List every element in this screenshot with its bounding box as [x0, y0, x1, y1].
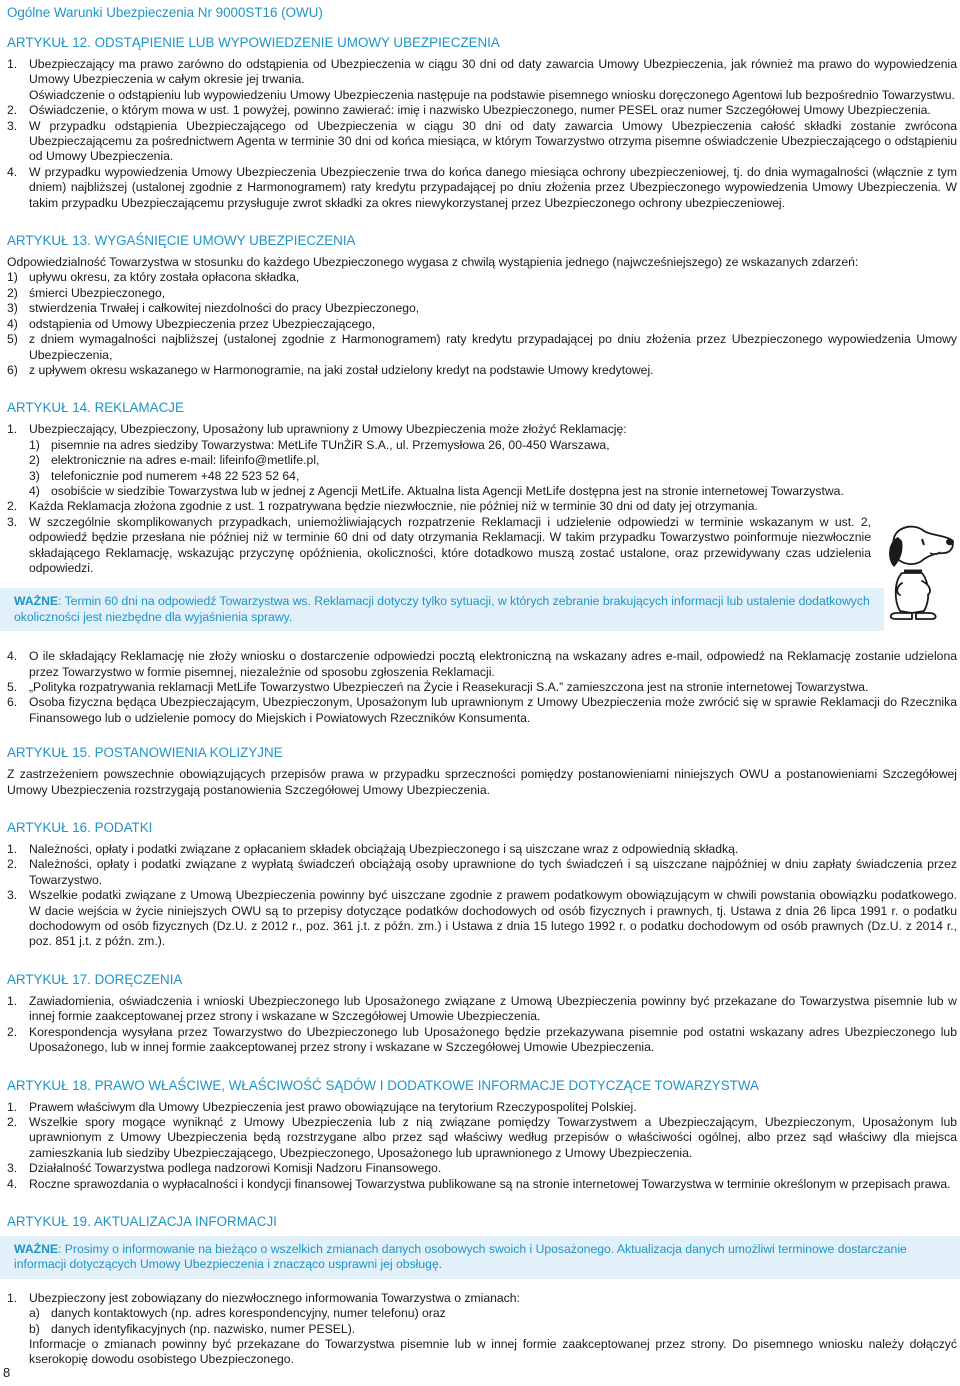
list-number: 3)	[29, 468, 40, 483]
important-note	[0, 1236, 960, 1279]
list-number: 3)	[7, 301, 18, 316]
sublist	[7, 438, 957, 500]
list-text: Ubezpieczający ma prawo zarówno do odstąpienia od Ubezpieczenia w ciągu 30 dni od daty zawarcia Umowy Ubezpieczenia, jak również ma prawo do wypowiedzenia Umowy Ubezpieczenia w całym okresie jej trwania.	[29, 57, 957, 87]
list-text: elektronicznie na adres e-mail: lifeinfo@metlife.pl,	[51, 453, 320, 468]
important-label: WAŻNE	[14, 1241, 59, 1256]
list-item	[29, 453, 957, 468]
list-number: 1.	[7, 57, 18, 71]
list-item	[29, 1306, 957, 1321]
list-text: Każda Reklamacja złożona zgodnie z ust. 1 rozpatrywana będzie niezwłocznie, nie później niż w terminie 30 dni od daty jej otrzymania.	[29, 499, 758, 514]
list-number: 2.	[7, 103, 18, 118]
list-number: 3.	[7, 888, 18, 903]
list-text: danych identyfikacyjnych (np. nazwisko, numer PESEL).	[51, 1321, 356, 1336]
list-text: Ubezpieczony jest zobowiązany do niezwłocznego informowania Towarzystwa o zmianach:	[29, 1290, 520, 1305]
list-text: Zawiadomienia, oświadczenia i wnioski Ubezpieczonego lub Uposażonego związane z Umową Ubezpieczenia powinny być przekazane do Towarzystwa pisemnie lub w innej formie zaakceptowanej przez strony i wskazane w Szczegółowej Umowie Ubezpieczenia.	[29, 993, 957, 1024]
document-body	[7, 4, 957, 1368]
list-text: Oświadczenie, o którym mowa w ust. 1 powyżej, powinno zawierać: imię i nazwisko Ubezpieczonego, numer PESEL oraz numer Szczegółowej Umowy Ubezpieczenia.	[29, 103, 931, 118]
list-number: b)	[29, 1321, 40, 1336]
list-text: pisemnie na adres siedziby Towarzystwa: MetLife TUnŻiR S.A., ul. Przemysłowa 26, 00-450 Warszawa,	[51, 437, 610, 452]
list-text: Należności, opłaty i podatki związane z opłacaniem składek obciążają Ubezpieczonego i są uiszczane wraz z odpowiednią składką.	[29, 842, 739, 857]
section-article-14	[7, 399, 957, 726]
list-item	[7, 363, 957, 378]
list-text: osobiście w siedzibie Towarzystwa lub w jednej z Agencji MetLife. Aktualna lista Agencji MetLife dostępna jest na stronie internetowej Towarzystwa.	[51, 483, 844, 498]
list-number: 4)	[7, 316, 18, 331]
list-text: Ubezpieczający, Ubezpieczony, Uposażony lub uprawniony z Umowy Ubezpieczenia może złożyć Reklamację:	[29, 422, 627, 437]
list-number: 1)	[7, 270, 18, 285]
list-text: telefonicznie pod numerem +48 22 523 52 64,	[51, 468, 300, 483]
list-number: 5)	[7, 332, 18, 347]
page-number: 8	[3, 1364, 11, 1380]
list-item	[7, 270, 957, 285]
list-item	[7, 1161, 957, 1176]
list-item	[7, 888, 957, 950]
list-text: O ile składający Reklamację nie złoży wniosku o dostarczenie odpowiedzi pocztą elektroniczną na wskazany adres e-mail, odpowiedź na Reklamację zostanie udzielona przez Towarzystwo w formie pisemnej, niezależnie od sposobu zgłoszenia Reklamacji.	[29, 649, 957, 679]
article-19-heading: ARTYKUŁ 19. AKTUALIZACJA INFORMACJI	[7, 1213, 277, 1229]
list-text: z upływem okresu wskazanego w Harmonogramie, na jaki został udzielony kredyt na podstawie Umowy kredytowej.	[29, 362, 654, 377]
list-text: Wszelkie spory mogące wyniknąć z Umowy Ubezpieczenia lub z nią związane pomiędzy Towarzystwem a Ubezpieczającym, Ubezpieczonym, Uposażonym lub uprawnionym z Umowy Ubezpieczenia będą rozstrzygane albo przez sąd właściwy według przepisów o właściwości ogólnej, albo przez sąd właściwy dla miejsca zamieszkania lub siedziby Ubezpieczającego, Ubezpieczonego, Uposażonego lub uprawnionego z Umowy Ubezpieczenia.	[29, 1114, 957, 1160]
list-item	[7, 301, 957, 316]
list-item	[29, 438, 957, 453]
section-article-12	[7, 34, 957, 211]
list-number: 2)	[7, 285, 18, 300]
list-number: 4.	[7, 649, 18, 664]
article-13-intro: Odpowiedzialność Towarzystwa w stosunku do każdego Ubezpieczonego wygasa z chwilą wystąpienia jednego (najwcześniejszego) ze wskazanych zdarzeń:	[7, 255, 859, 270]
list-number	[7, 88, 29, 103]
list-text: Korespondencja wysyłana przez Towarzystwo do Ubezpieczonego lub Uposażonego będzie przekazywana pisemnie pod ostatni wskazany adres Ubezpieczonego lub Uposażonego, lub w innej formie zaakceptowanej przez strony i wskazane w Szczegółowej Umowie Ubezpieczenia.	[29, 1024, 957, 1055]
list-item	[7, 57, 957, 88]
list-text: W szczególnie skomplikowanych przypadkach, uniemożliwiających rozpatrzenie Reklamacji i udzielenie odpowiedzi w terminie wskazanym w ust. 2, odpowiedź będzie przesłana nie później niż w terminie 60 dni od daty otrzymania Reklamacji. W takim przypadku Towarzystwo poinformuje niezwłocznie składającego Reklamację, wskazując przyczynę opóźnienia, okoliczności, które dotadkowo muszą zostać ustalone, oraz przewidywany czas udzielenia odpowiedzi.	[29, 514, 871, 575]
article-17-heading: ARTYKUŁ 17. DORĘCZENIA	[7, 971, 183, 987]
document-title: Ogólne Warunki Ubezpieczenia Nr 9000ST16 (OWU)	[7, 5, 323, 20]
list-number: 2.	[7, 857, 18, 872]
list-number: 6)	[7, 362, 18, 377]
list-text: Wszelkie podatki związane z Umową Ubezpieczenia powinny być uiszczane zgodnie z prawem podatkowym obowiązującym w chwili powstania obowiązku podatkowego. W dacie wejścia w życie niniejszych OWU są to przepisy dotyczące podatków dochodowych od osób fizycznych i prawnych, tj. Ustawa z dnia 26 lipca 1991 r. o podatku dochodowym od osób fizycznych (Dz.U. z 2012 r., poz. 361 j.t. z późn. zm.) i Ustawa z dnia 15 lutego 1992 r. o podatku dochodowym od osób prawnych (Dz.U. z 2014 r., poz. 851 j.t. z późn. zm.).	[29, 888, 957, 949]
list-text: z dniem wymagalności najbliższej (ustalonej zgodnie z Harmonogramem) raty kredytu przypadającej po dniu złożenia przez Ubezpieczonego wypowiedzenia Umowy Ubezpieczenia,	[29, 332, 957, 362]
list-number: 2.	[7, 499, 18, 514]
section-article-18	[7, 1077, 957, 1192]
list-number: 1.	[7, 993, 18, 1008]
list-item	[7, 695, 957, 726]
list-item	[7, 499, 957, 514]
list-text: danych kontaktowych (np. adres korespondencyjny, numer telefonu) oraz	[51, 1306, 446, 1321]
list-number: 3.	[7, 118, 18, 133]
list-text: Należności, opłaty i podatki związane z wypłatą świadczeń obciążają osoby uprawnione do tych świadczeń i są uiszczane najpóźniej w dniu zapłaty świadczenia przez Towarzystwo.	[29, 857, 957, 887]
article-15-text: Z zastrzeżeniem powszechnie obowiązujących przepisów prawa w przypadku sprzeczności pomiędzy postanowieniami niniejszych OWU a postanowieniami Szczegółowej Umowy Ubezpieczenia rozstrzygają postanowienia Szczegółowej Umowy Ubezpieczenia.	[7, 767, 957, 797]
list-item	[7, 1025, 957, 1056]
list-item	[7, 1177, 957, 1192]
list-text: „Polityka rozpatrywania reklamacji MetLife Towarzystwo Ubezpieczeń na Życie i Reasekuracji S.A.” zamieszczona jest na stronie internetowej Towarzystwa.	[29, 680, 869, 694]
list-number: 2.	[7, 1024, 18, 1039]
list-item	[7, 317, 957, 332]
section-article-17	[7, 971, 957, 1056]
list-item	[29, 1322, 957, 1337]
list-number: 1.	[7, 842, 18, 857]
list-item	[7, 88, 957, 103]
list-text: Działalność Towarzystwa podlega nadzorowi Komisji Nadzoru Finansowego.	[29, 1161, 442, 1176]
list-number: 4)	[29, 483, 40, 498]
snoopy-illustration	[872, 515, 956, 623]
list-item	[7, 842, 957, 857]
important-label: WAŻNE	[14, 594, 59, 609]
list-number: 2.	[7, 1114, 18, 1129]
list-item	[7, 119, 957, 165]
list-text: śmierci Ubezpieczonego,	[29, 285, 166, 300]
list-item	[7, 1291, 957, 1306]
list-item	[7, 332, 957, 363]
list-number: 4.	[7, 164, 18, 179]
list-number: 1.	[7, 1290, 18, 1305]
list-number: 2)	[29, 453, 40, 468]
article-19-closing: Informacje o zmianach powinny być przekazane do Towarzystwa pisemnie lub w innej formie zaakceptowanej przez strony. Do pisemnego wniosku należy dołączyć kserokopię dowodu osobistego Ubezpieczonego.	[29, 1336, 957, 1367]
list-item	[7, 422, 957, 437]
important-note	[0, 588, 884, 631]
list-item	[7, 1100, 957, 1115]
list-text: Oświadczenie o odstąpieniu lub wypowiedzeniu Umowy Ubezpieczenia następuje na podstawie pisemnego wniosku doręczonego Agentowi lub bezpośrednio Towarzystwu.	[29, 87, 955, 102]
important-text: : Termin 60 dni na odpowiedź Towarzystwa ws. Reklamacji dotyczy tylko sytuacji, w których zebranie brakujących informacji lub ustalenie dodatkowych okoliczności jest niezbędne dla wyjaśnienia sprawy.	[14, 594, 870, 624]
list-number: 3.	[7, 1161, 18, 1176]
list-number: 1)	[29, 437, 40, 452]
list-number: 1.	[7, 1099, 18, 1114]
list-number: 5.	[7, 680, 18, 694]
list-text: odstąpienia od Umowy Ubezpieczenia przez Ubezpieczającego,	[29, 316, 376, 331]
list-item	[7, 1115, 957, 1161]
section-article-15	[7, 744, 957, 798]
list-item	[7, 286, 957, 301]
section-article-19	[7, 1213, 957, 1368]
list-text: upływu okresu, za który została opłacona składka,	[29, 270, 300, 285]
list-number: 1.	[7, 422, 18, 437]
list-item	[7, 857, 957, 888]
sublist	[7, 1306, 957, 1337]
list-item	[29, 469, 957, 484]
list-text: Osoba fizyczna będąca Ubezpieczającym, Ubezpieczonym, Uposażonym lub uprawnionym z Umowy Ubezpieczenia może zwrócić się w sprawie Reklamacji do Rzecznika Finansowego lub o udzielenie pomocy do Miejskich i Powiatowych Rzeczników Konsumenta.	[29, 695, 957, 725]
list-item	[7, 649, 957, 680]
article-12-heading: ARTYKUŁ 12. ODSTĄPIENIE LUB WYPOWIEDZENIE UMOWY UBEZPIECZENIA	[7, 35, 500, 50]
list-item	[7, 680, 957, 695]
article-14-heading: ARTYKUŁ 14. REKLAMACJE	[7, 400, 184, 416]
list-text: W przypadku odstąpienia Ubezpieczającego od Ubezpieczenia w ciągu 30 dni od daty zawarcia Umowy Ubezpieczenia całość składki zostanie zwrócona Ubezpieczającemu za pośrednictwem Agenta w terminie 30 dni od końca miesiąca, w którym Towarzystwo otrzyma pisemne oświadczenie Ubezpieczającego o odstąpieniu od Umowy Ubezpieczenia.	[29, 118, 957, 164]
section-article-16	[7, 819, 957, 950]
list-item	[7, 103, 957, 118]
list-text: W przypadku wypowiedzenia Umowy Ubezpieczenia Ubezpieczenie trwa do końca danego miesiąca ochrony ubezpieczeniowej, tj. do dnia wymagalności (włącznie z tym dniem) najbliższej (ustalonej zgodnie z Harmonogramem) raty kredytu przypadającej po dniu złożenia przez Ubezpieczonego wypowiedzenia Umowy Ubezpieczenia. W takim przypadku Ubezpieczającemu przysługuje zwrot składki za okres niewykorzystanej przez Ubezpieczonego ochrony ubezpieczeniowej.	[29, 164, 957, 210]
list-number: 6.	[7, 695, 18, 710]
list-number: a)	[29, 1306, 40, 1321]
article-15-heading: ARTYKUŁ 15. POSTANOWIENIA KOLIZYJNE	[7, 745, 283, 761]
article-13-heading: ARTYKUŁ 13. WYGAŚNIĘCIE UMOWY UBEZPIECZENIA	[7, 233, 356, 249]
list-text: Prawem właściwym dla Umowy Ubezpieczenia jest prawo obowiązujące na terytorium Rzeczypospolitej Polskiej.	[29, 1099, 637, 1114]
important-text: : Prosimy o informowanie na bieżąco o wszelkich zmianach danych osobowych swoich i Uposażonego. Aktualizacja danych umożliwi terminowe dostarczanie informacji dotyczących Umowy Ubezpieczenia i znacząco usprawni jej obsługę.	[14, 1241, 907, 1272]
article-16-heading: ARTYKUŁ 16. PODATKI	[7, 820, 153, 836]
section-article-13	[7, 232, 957, 378]
article-18-heading: ARTYKUŁ 18. PRAWO WŁAŚCIWE, WŁAŚCIWOŚĆ SĄDÓW I DODATKOWE INFORMACJE DOTYCZĄCE TOWARZYSTWA	[7, 1077, 759, 1093]
list-number: 4.	[7, 1176, 18, 1191]
list-item	[29, 484, 957, 499]
list-item	[7, 165, 957, 211]
list-text: Roczne sprawozdania o wypłacalności i kondycji finansowej Towarzystwa publikowane są na stronie internetowej Towarzystwa w terminie określonym w przepisach prawa.	[29, 1176, 951, 1191]
list-number: 3.	[7, 514, 18, 529]
list-item	[7, 994, 957, 1025]
list-item	[7, 515, 957, 577]
list-text: stwierdzenia Trwałej i całkowitej niezdolności do pracy Ubezpieczonego,	[29, 301, 420, 316]
